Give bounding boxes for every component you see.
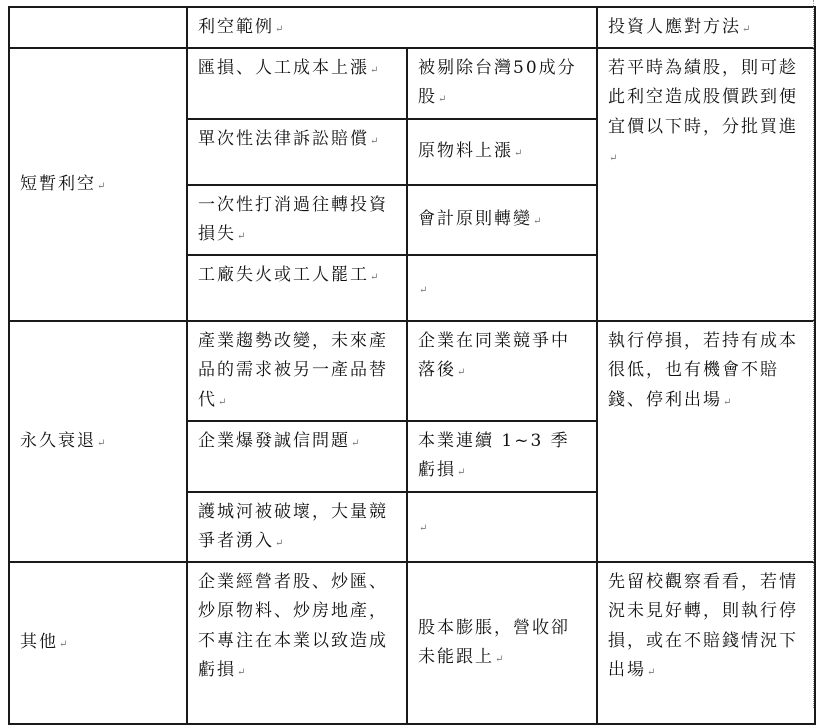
example-text: 企業爆發誠信問題 <box>198 431 350 452</box>
example-text: 本業連續 1~3 季虧損 <box>418 431 570 481</box>
paragraph-mark-icon: ↵ <box>370 65 379 77</box>
example-text: 護城河被破壞，大量競爭者湧入 <box>198 501 388 551</box>
response-other: 先留校觀察看看，若情況未見好轉，則執行停損，或在不賠錢情況下出場 <box>608 572 799 680</box>
paragraph-mark-icon: ↵ <box>438 94 447 106</box>
example-text: 被剔除台灣50成分股 <box>418 58 577 108</box>
header-examples: 利空範例 <box>198 17 274 37</box>
example-cell <box>187 492 407 562</box>
category-cell-short-term <box>9 48 187 321</box>
header-examples-cell <box>187 7 597 48</box>
example-cell <box>187 185 407 255</box>
response-permanent: 執行停損，若持有成本很低，也有機會不賠錢、停利出場 <box>608 331 799 410</box>
response-short-term: 若平時為績股，則可趁此利空造成股價跌到便宜價以下時，分批買進 <box>608 58 799 137</box>
paragraph-mark-icon: ↵ <box>419 523 428 535</box>
example-cell <box>407 562 597 724</box>
example-text: 一次性打消過往轉投資損失 <box>198 194 388 244</box>
example-text: 匯損、人工成本上漲 <box>198 58 369 79</box>
example-cell <box>407 421 597 491</box>
paragraph-mark-icon: ↵ <box>419 284 428 296</box>
paragraph-mark-icon: ↵ <box>275 24 284 35</box>
example-text: 企業在同業競爭中落後 <box>418 331 570 381</box>
response-cell-permanent <box>597 321 815 562</box>
risk-response-table <box>8 6 816 725</box>
example-cell <box>407 48 597 118</box>
category-other: 其他 <box>20 632 58 653</box>
paragraph-mark-icon: ↵ <box>237 230 246 242</box>
category-short-term: 短暫利空 <box>20 174 96 195</box>
paragraph-mark-icon: ↵ <box>370 272 379 284</box>
paragraph-mark-icon: ↵ <box>218 396 227 408</box>
example-cell-empty <box>407 255 597 321</box>
example-cell <box>187 119 407 185</box>
paragraph-mark-icon: ↵ <box>723 396 732 408</box>
example-text: 單次性法律訴訟賠償 <box>198 128 369 149</box>
example-cell <box>407 321 597 421</box>
example-cell <box>187 421 407 491</box>
example-text: 股本膨脹，營收卻未能跟上 <box>418 617 570 668</box>
table-row <box>9 562 815 724</box>
paragraph-mark-icon: ↵ <box>609 152 618 164</box>
example-text: 產業趨勢改變，未來產品的需求被另一產品替代 <box>198 331 388 410</box>
paragraph-mark-icon: ↵ <box>59 639 68 651</box>
example-cell <box>187 48 407 118</box>
example-text: 企業經營者股、炒匯、炒原物料、炒房地產，不專注在本業以致造成虧損 <box>198 572 388 680</box>
category-cell-permanent <box>9 321 187 562</box>
paragraph-mark-icon: ↵ <box>495 654 504 666</box>
paragraph-mark-icon: ↵ <box>275 537 284 549</box>
paragraph-mark-icon: ↵ <box>237 666 246 678</box>
paragraph-mark-icon: ↵ <box>351 438 360 450</box>
example-cell <box>187 321 407 421</box>
table-row <box>9 321 815 421</box>
paragraph-mark-icon: ↵ <box>97 181 106 193</box>
example-text: 會計原則轉變 <box>418 209 532 230</box>
example-cell <box>187 255 407 321</box>
header-empty-cell <box>9 7 187 48</box>
paragraph-mark-icon: ↵ <box>457 467 466 479</box>
example-cell-empty <box>407 492 597 562</box>
example-cell <box>407 185 597 255</box>
paragraph-mark-icon: ↵ <box>742 24 751 35</box>
category-permanent: 永久衰退 <box>20 431 96 452</box>
header-response-cell <box>597 7 815 48</box>
example-text: 原物料上漲 <box>418 141 513 162</box>
response-cell-short-term <box>597 48 815 321</box>
example-text: 工廠失火或工人罷工 <box>198 265 369 286</box>
example-cell <box>187 562 407 724</box>
header-row <box>9 7 815 48</box>
paragraph-mark-icon: ↵ <box>370 135 379 147</box>
table-row <box>9 48 815 118</box>
paragraph-mark-icon: ↵ <box>97 438 106 450</box>
example-cell <box>407 119 597 185</box>
paragraph-mark-icon: ↵ <box>457 367 466 379</box>
category-cell-other <box>9 562 187 724</box>
page-edge-marker <box>813 0 820 708</box>
paragraph-mark-icon: ↵ <box>647 666 656 678</box>
paragraph-mark-icon: ↵ <box>533 216 542 228</box>
response-cell-other <box>597 562 815 724</box>
header-response: 投資人應對方法 <box>608 17 742 37</box>
paragraph-mark-icon: ↵ <box>514 148 523 160</box>
